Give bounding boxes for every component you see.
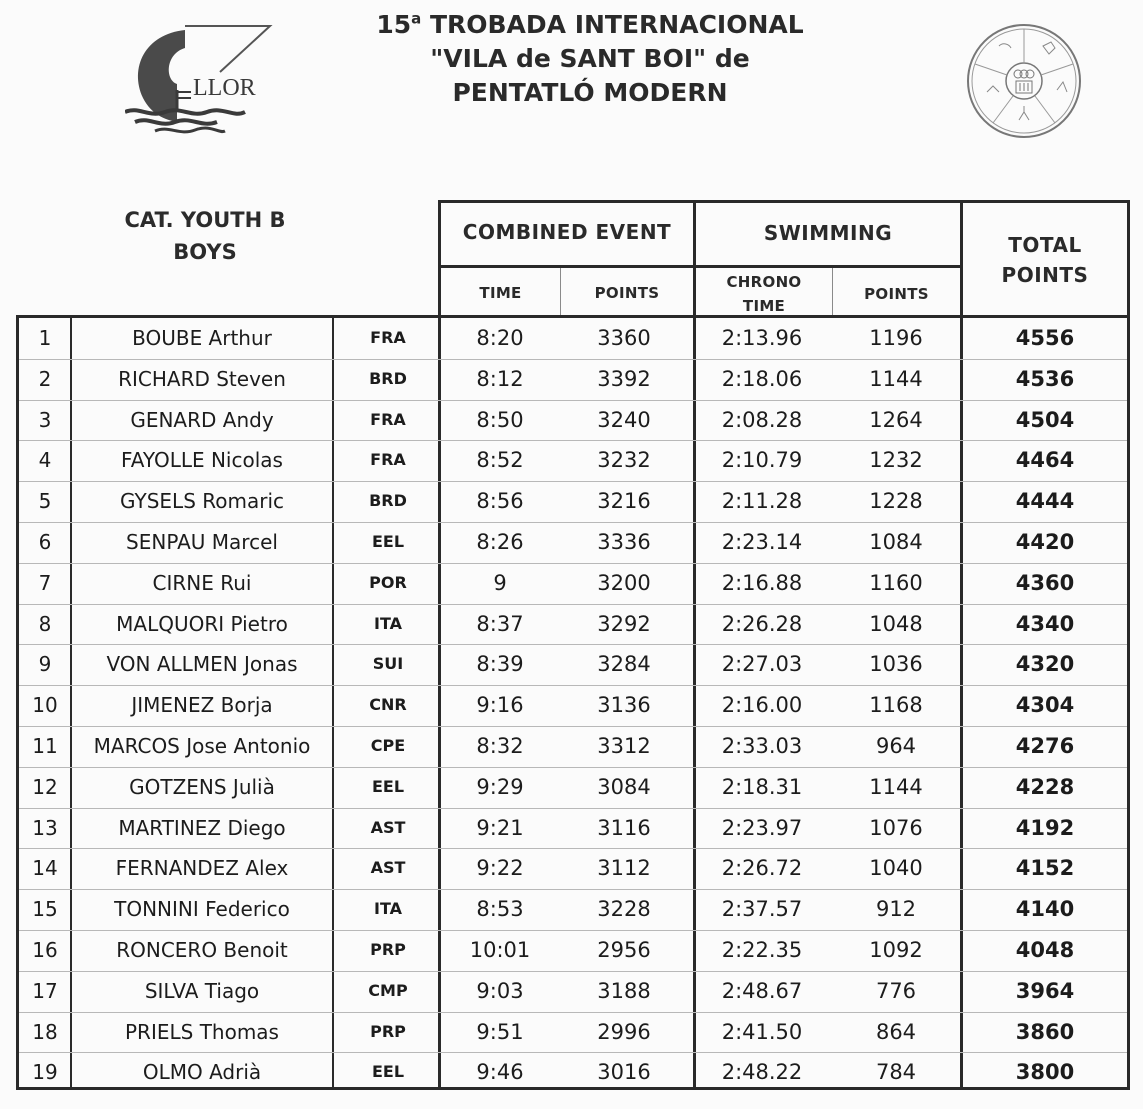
total-points-cell: 4276: [1015, 734, 1075, 758]
swim-points-cell: 1160: [869, 570, 923, 595]
rank-cell: 15: [32, 897, 58, 922]
swim-points-cell: 1232: [869, 448, 923, 473]
pentathlon-emblem-icon: [963, 22, 1085, 140]
swim-chrono-cell: 2:27.03: [721, 652, 803, 677]
combined-points-cell: 3016: [597, 1060, 651, 1085]
table-row: [16, 318, 1128, 359]
swim-chrono-cell: 2:26.28: [721, 611, 803, 636]
athlete-name-cell: TONNINI Federico: [114, 897, 290, 922]
combined-points-cell: 3232: [597, 448, 651, 473]
header-swim-points: POINTS: [864, 285, 929, 303]
swim-chrono-cell: 2:11.28: [721, 489, 803, 514]
swim-points-cell: 1084: [869, 530, 923, 554]
total-points-cell: 4536: [1015, 366, 1075, 391]
combined-time-cell: 8:26: [476, 530, 524, 554]
header-total-points: TOTAL POINTS: [1001, 233, 1089, 287]
total-points-cell: 4320: [1015, 652, 1075, 677]
swim-chrono-cell: 2:23.14: [721, 530, 803, 554]
nation-cell: FRA: [370, 450, 406, 470]
athlete-name-cell: CIRNE Rui: [152, 570, 252, 595]
table-row: [16, 971, 1128, 1012]
total-points-cell: 4048: [1015, 938, 1075, 962]
combined-points-cell: 3084: [597, 774, 651, 799]
swim-points-cell: 964: [875, 734, 917, 758]
header-combined-event: COMBINED EVENT: [462, 220, 672, 244]
athlete-name-cell: RONCERO Benoit: [116, 938, 288, 962]
combined-points-cell: 3228: [597, 897, 651, 922]
nation-cell: CPE: [370, 736, 406, 755]
total-points-cell: 4556: [1015, 326, 1075, 350]
rank-cell: 5: [38, 489, 52, 514]
swim-chrono-cell: 2:48.67: [721, 978, 803, 1003]
category-line-1: CAT. YOUTH B: [124, 208, 286, 232]
nation-cell: ITA: [373, 613, 402, 633]
athlete-name-cell: VON ALLMEN Jonas: [106, 652, 298, 677]
swim-points-cell: 784: [875, 1060, 917, 1085]
combined-time-cell: 8:53: [476, 897, 524, 922]
swim-points-cell: 1040: [869, 856, 923, 881]
rank-cell: 11: [32, 734, 58, 758]
combined-points-cell: 3136: [597, 693, 651, 718]
nation-cell: POR: [369, 572, 407, 592]
rank-cell: 14: [32, 856, 58, 881]
combined-time-cell: 9:51: [476, 1019, 524, 1044]
total-points-cell: 4464: [1015, 448, 1075, 473]
athlete-name-cell: OLMO Adrià: [142, 1060, 262, 1085]
rank-cell: 6: [38, 530, 52, 554]
total-points-cell: 4340: [1015, 611, 1075, 636]
total-points-cell: 4192: [1015, 815, 1075, 840]
table-row: [16, 726, 1128, 767]
total-points-cell: 4504: [1015, 407, 1075, 432]
rank-cell: 19: [32, 1060, 58, 1085]
rank-cell: 12: [32, 774, 58, 799]
combined-points-cell: 3392: [597, 366, 651, 391]
nation-cell: BRD: [369, 491, 407, 511]
nation-cell: SUI: [372, 654, 404, 674]
combined-points-cell: 3216: [597, 489, 651, 514]
swim-chrono-cell: 2:48.22: [721, 1060, 803, 1085]
swim-points-cell: 1092: [869, 938, 923, 962]
combined-points-cell: 3336: [597, 530, 651, 554]
swim-points-cell: 1228: [869, 489, 923, 514]
swim-points-cell: 912: [875, 897, 917, 922]
nation-cell: PRP: [370, 940, 406, 959]
rank-cell: 9: [38, 652, 52, 677]
header-top-border: [438, 200, 1130, 203]
athlete-name-cell: SILVA Tiago: [144, 978, 260, 1003]
total-points-cell: 4444: [1015, 489, 1075, 514]
total-points-cell: 3860: [1015, 1019, 1075, 1044]
rank-cell: 7: [38, 570, 52, 595]
combined-points-cell: 3200: [597, 570, 651, 595]
swim-chrono-cell: 2:13.96: [721, 326, 803, 350]
swim-chrono-cell: 2:22.35: [721, 938, 803, 962]
title-line-1: 15$^a$ TROBADA INTERNACIONAL: [376, 9, 804, 39]
swim-chrono-cell: 2:10.79: [721, 448, 803, 473]
total-points-cell: 4420: [1015, 530, 1075, 554]
rank-cell: 4: [38, 448, 52, 473]
header-chrono-time: CHRONO TIME: [726, 273, 802, 315]
nation-cell: CMP: [368, 980, 408, 1000]
table-row: [16, 1052, 1128, 1093]
total-points-cell: 3800: [1015, 1060, 1075, 1085]
combined-points-cell: 3360: [597, 326, 651, 350]
athlete-name-cell: FERNANDEZ Alex: [115, 856, 289, 881]
table-row: [16, 1012, 1128, 1053]
rank-cell: 1: [38, 326, 52, 350]
athlete-name-cell: PRIELS Thomas: [125, 1019, 279, 1044]
nation-cell: ITA: [373, 899, 402, 919]
swim-points-cell: 1196: [869, 326, 923, 350]
swim-chrono-cell: 2:33.03: [721, 734, 803, 758]
table-row: [16, 889, 1128, 930]
table-row: [16, 930, 1128, 971]
logo-text: LLOR: [193, 75, 256, 101]
athlete-name-cell: JIMENEZ Borja: [131, 693, 273, 718]
rank-cell: 10: [32, 693, 58, 718]
combined-time-cell: 8:50: [476, 407, 524, 432]
total-points-cell: 4152: [1015, 856, 1075, 881]
table-row: [16, 685, 1128, 726]
swim-chrono-cell: 2:16.88: [721, 570, 803, 595]
combined-time-cell: 9:03: [476, 978, 524, 1003]
athlete-name-cell: GENARD Andy: [130, 407, 274, 432]
total-points-cell: 4304: [1015, 693, 1075, 718]
athlete-name-cell: GYSELS Romaric: [120, 489, 284, 514]
table-row: [16, 563, 1128, 604]
nation-cell: CNR: [369, 695, 407, 715]
combined-time-cell: 8:20: [476, 326, 524, 350]
swim-points-cell: 1264: [869, 407, 923, 432]
total-points-cell: 4360: [1015, 570, 1075, 595]
document-title: [330, 8, 850, 110]
nation-cell: BRD: [369, 368, 407, 388]
swim-points-cell: 1168: [869, 693, 923, 718]
swim-points-cell: 1036: [869, 652, 923, 677]
swim-chrono-cell: 2:37.57: [721, 897, 803, 922]
category-label: [95, 204, 315, 268]
swim-points-cell: 864: [875, 1019, 917, 1044]
athlete-name-cell: FAYOLLE Nicolas: [121, 448, 283, 473]
combined-points-cell: 3112: [597, 856, 651, 881]
combined-time-cell: 8:39: [476, 652, 524, 677]
athlete-name-cell: GOTZENS Julià: [129, 774, 275, 799]
table-row: [16, 359, 1128, 400]
header-right-border: [1127, 200, 1130, 318]
combined-time-cell: 8:56: [476, 489, 524, 514]
header-time: TIME: [479, 284, 522, 302]
combined-points-cell: 3116: [597, 815, 651, 840]
table-row: [16, 481, 1128, 522]
combined-time-cell: 9:22: [476, 856, 524, 881]
table-row: [16, 522, 1128, 563]
swim-points-cell: 1076: [869, 815, 923, 840]
title-line-3: PENTATLÓ MODERN: [452, 78, 728, 107]
combined-time-cell: 9: [493, 570, 507, 595]
combined-time-cell: 8:52: [476, 448, 524, 473]
title-line-2: "VILA de SANT BOI" de: [430, 44, 750, 73]
header-points: POINTS: [594, 284, 660, 302]
total-points-cell: 4140: [1015, 897, 1075, 922]
table-row: [16, 808, 1128, 849]
table-row: [16, 604, 1128, 645]
combined-time-cell: 9:46: [476, 1060, 524, 1085]
combined-time-cell: 8:12: [476, 366, 524, 391]
rank-cell: 8: [38, 611, 52, 636]
category-line-2: BOYS: [173, 240, 237, 264]
combined-points-cell: 2956: [597, 938, 651, 962]
swim-chrono-cell: 2:08.28: [721, 407, 803, 432]
athlete-name-cell: MARTINEZ Diego: [118, 815, 286, 840]
table-row: [16, 848, 1128, 889]
table-row: [16, 644, 1128, 685]
nation-cell: AST: [370, 817, 406, 837]
swim-chrono-cell: 2:23.97: [721, 815, 803, 840]
swim-chrono-cell: 2:26.72: [721, 856, 803, 881]
header-swimming: SWIMMING: [763, 221, 893, 245]
athlete-name-cell: BOUBE Arthur: [132, 326, 272, 350]
combined-time-cell: 8:32: [476, 734, 524, 758]
combined-points-cell: 3284: [597, 652, 651, 677]
nation-cell: FRA: [370, 409, 406, 429]
rank-cell: 3: [38, 407, 52, 432]
nation-cell: FRA: [370, 328, 406, 347]
total-points-cell: 4228: [1015, 774, 1075, 799]
nation-cell: EEL: [371, 532, 405, 551]
nation-cell: AST: [370, 858, 406, 878]
athlete-name-cell: SENPAU Marcel: [126, 530, 278, 554]
swim-points-cell: 1048: [869, 611, 923, 636]
nation-cell: PRP: [370, 1021, 406, 1041]
athlete-name-cell: RICHARD Steven: [118, 366, 286, 391]
combined-points-cell: 3240: [597, 407, 651, 432]
combined-points-cell: 3312: [597, 734, 651, 758]
combined-points-cell: 2996: [597, 1019, 651, 1044]
total-points-cell: 3964: [1015, 978, 1075, 1003]
nation-cell: EEL: [371, 776, 405, 796]
swim-points-cell: 776: [875, 978, 917, 1003]
rank-cell: 2: [38, 366, 52, 391]
athlete-name-cell: MARCOS Jose Antonio: [93, 734, 311, 758]
combined-time-cell: 10:01: [469, 938, 531, 962]
combined-time-cell: 9:21: [476, 815, 524, 840]
combined-time-cell: 9:29: [476, 774, 524, 799]
rank-cell: 18: [32, 1019, 58, 1044]
swim-chrono-cell: 2:18.06: [721, 366, 803, 391]
combined-points-cell: 3292: [597, 611, 651, 636]
nation-cell: EEL: [371, 1062, 405, 1082]
rank-cell: 17: [32, 978, 58, 1003]
swim-chrono-cell: 2:41.50: [721, 1019, 803, 1044]
swim-points-cell: 1144: [869, 366, 923, 391]
table-row: [16, 400, 1128, 441]
rank-cell: 13: [32, 815, 58, 840]
combined-points-cell: 3188: [597, 978, 651, 1003]
rank-cell: 16: [32, 938, 58, 962]
athlete-name-cell: MALQUORI Pietro: [116, 611, 288, 636]
swim-chrono-cell: 2:18.31: [721, 774, 803, 799]
swim-points-cell: 1144: [869, 774, 923, 799]
club-logo-icon: [125, 20, 275, 135]
table-row: [16, 440, 1128, 481]
table-row: [16, 767, 1128, 808]
swim-chrono-cell: 2:16.00: [721, 693, 803, 718]
combined-time-cell: 8:37: [476, 611, 524, 636]
combined-time-cell: 9:16: [476, 693, 524, 718]
header-mid-border: [438, 265, 962, 268]
